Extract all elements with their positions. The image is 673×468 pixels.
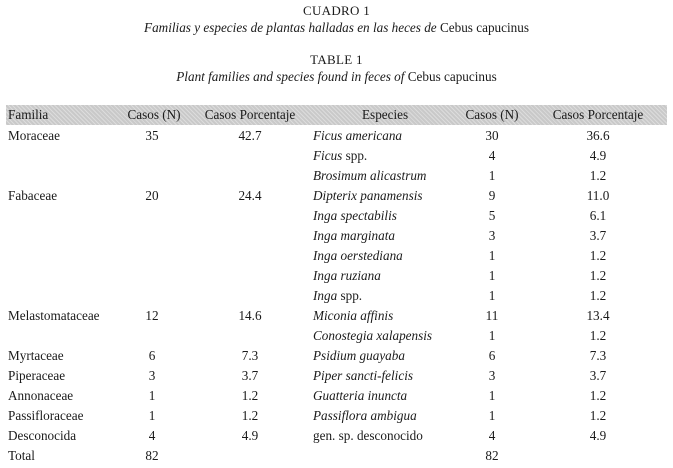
porcentaje-especie-cell: 1.2 bbox=[589, 268, 607, 283]
casos-especie-cell: 3 bbox=[488, 228, 496, 243]
casos-familia-cell: 1 bbox=[148, 408, 156, 423]
especie-epithet: americana bbox=[345, 128, 403, 143]
casos-especie-cell: 1 bbox=[488, 288, 496, 303]
familia-cell: Fabaceae bbox=[8, 188, 58, 203]
especie-cell bbox=[313, 308, 393, 324]
especie-cell bbox=[313, 348, 405, 364]
familia-cell: Passifloraceae bbox=[8, 408, 84, 423]
familia-cell: Piperaceae bbox=[8, 368, 66, 383]
especie-genus: Piper bbox=[313, 368, 343, 383]
header-especies: Especies bbox=[362, 107, 409, 122]
especie-cell bbox=[313, 388, 407, 404]
header-casos-familia: Casos (N) bbox=[127, 107, 181, 122]
casos-especie-cell: 6 bbox=[488, 348, 496, 363]
especie-plain: spp. bbox=[340, 288, 363, 303]
porcentaje-especie-cell: 6.1 bbox=[589, 208, 607, 223]
casos-familia-cell: 6 bbox=[148, 348, 156, 363]
especie-epithet: sancti-felicis bbox=[345, 368, 413, 383]
porcentaje-familia-cell: 24.4 bbox=[238, 188, 262, 203]
especie-genus: Conostegia bbox=[313, 328, 374, 343]
porcentaje-familia-cell: 1.2 bbox=[241, 408, 259, 423]
porcentaje-especie-cell: 3.7 bbox=[589, 368, 607, 383]
especie-genus: Inga bbox=[313, 268, 338, 283]
especie-genus: Inga bbox=[313, 248, 338, 263]
porcentaje-especie-cell: 7.3 bbox=[589, 348, 607, 363]
especie-cell bbox=[313, 368, 413, 384]
familia-cell: Myrtaceae bbox=[8, 348, 64, 363]
casos-familia-cell: 1 bbox=[148, 388, 156, 403]
casos-especie-cell: 1 bbox=[488, 408, 496, 423]
header-casos-especie: Casos (N) bbox=[465, 107, 519, 122]
especie-epithet: oerstediana bbox=[340, 248, 403, 263]
familia-cell: Desconocida bbox=[8, 428, 77, 443]
especie-cell bbox=[313, 408, 417, 424]
porcentaje-especie-cell: 36.6 bbox=[586, 128, 610, 143]
porcentaje-familia-cell: 1.2 bbox=[241, 388, 259, 403]
especie-epithet: spectabilis bbox=[340, 208, 397, 223]
casos-especie-cell: 82 bbox=[485, 448, 499, 463]
especie-epithet: affinis bbox=[360, 308, 394, 323]
casos-familia-cell: 3 bbox=[148, 368, 156, 383]
header-familia: Familia bbox=[8, 107, 49, 122]
casos-familia-cell: 20 bbox=[145, 188, 159, 203]
especie-epithet: ambigua bbox=[370, 408, 417, 423]
casos-especie-cell: 1 bbox=[488, 388, 496, 403]
especie-genus: Psidium bbox=[313, 348, 357, 363]
especie-epithet: xalapensis bbox=[376, 328, 433, 343]
especie-cell bbox=[313, 288, 362, 304]
familia-cell: Melastomataceae bbox=[8, 308, 100, 323]
title-en-species: Cebus capucinus bbox=[407, 69, 497, 84]
porcentaje-especie-cell: 11.0 bbox=[586, 188, 610, 203]
especie-cell bbox=[313, 128, 402, 144]
especie-epithet: panamensis bbox=[360, 188, 423, 203]
especie-epithet: guayaba bbox=[359, 348, 405, 363]
porcentaje-familia-cell: 4.9 bbox=[241, 428, 259, 443]
title-es-species: Cebus capucinus bbox=[439, 20, 529, 35]
porcentaje-especie-cell: 1.2 bbox=[589, 408, 607, 423]
especie-genus: Miconia bbox=[313, 308, 357, 323]
especie-epithet: marginata bbox=[340, 228, 395, 243]
especie-plain: spp. bbox=[345, 148, 368, 163]
especie-genus: Passiflora bbox=[313, 408, 368, 423]
porcentaje-especie-cell: 4.9 bbox=[589, 148, 607, 163]
porcentaje-especie-cell: 3.7 bbox=[589, 228, 607, 243]
familia-cell: Moraceae bbox=[8, 128, 60, 143]
especie-genus: Inga bbox=[313, 288, 338, 303]
table-title-en bbox=[0, 69, 673, 85]
especie-cell bbox=[313, 208, 397, 224]
table-label-es: CUADRO 1 bbox=[302, 3, 371, 18]
especie-cell bbox=[313, 148, 367, 164]
porcentaje-familia-cell: 3.7 bbox=[241, 368, 259, 383]
casos-especie-cell: 1 bbox=[488, 268, 496, 283]
porcentaje-especie-cell: 1.2 bbox=[589, 168, 607, 183]
familia-cell: Annonaceae bbox=[8, 388, 74, 403]
casos-especie-cell: 4 bbox=[488, 428, 496, 443]
especie-genus: Inga bbox=[313, 228, 338, 243]
header-porcentaje-especie: Casos Porcentaje bbox=[552, 107, 644, 122]
porcentaje-especie-cell: 4.9 bbox=[589, 428, 607, 443]
especie-cell bbox=[313, 248, 403, 264]
especie-genus: Brosimum bbox=[313, 168, 367, 183]
casos-especie-cell: 11 bbox=[485, 308, 499, 323]
especie-cell bbox=[313, 168, 426, 184]
especie-genus: Dipterix bbox=[313, 188, 357, 203]
casos-especie-cell: 1 bbox=[488, 248, 496, 263]
porcentaje-especie-cell: 1.2 bbox=[589, 288, 607, 303]
especie-epithet: inuncta bbox=[367, 388, 408, 403]
especie-cell bbox=[313, 188, 423, 204]
porcentaje-familia-cell: 14.6 bbox=[238, 308, 262, 323]
familia-cell: Total bbox=[8, 448, 35, 463]
especie-genus: Guatteria bbox=[313, 388, 365, 403]
table-title-es bbox=[0, 20, 673, 36]
porcentaje-especie-cell: 1.2 bbox=[589, 388, 607, 403]
casos-especie-cell: 3 bbox=[488, 368, 496, 383]
casos-especie-cell: 1 bbox=[488, 328, 496, 343]
casos-especie-cell: 4 bbox=[488, 148, 496, 163]
porcentaje-familia-cell: 42.7 bbox=[238, 128, 262, 143]
especie-genus: Ficus bbox=[313, 148, 343, 163]
especie-cell bbox=[313, 268, 381, 284]
table-label-en: TABLE 1 bbox=[310, 52, 363, 67]
casos-familia-cell: 35 bbox=[145, 128, 159, 143]
title-en-text: Plant families and species found in feces of bbox=[176, 69, 405, 84]
porcentaje-especie-cell: 13.4 bbox=[586, 308, 610, 323]
title-es-text: Familias y especies de plantas halladas en las heces de bbox=[144, 20, 437, 35]
especie-epithet: ruziana bbox=[340, 268, 381, 283]
porcentaje-especie-cell: 1.2 bbox=[589, 248, 607, 263]
especie-genus: Inga bbox=[313, 208, 338, 223]
especie-cell bbox=[313, 228, 395, 244]
especie-cell bbox=[313, 328, 432, 344]
casos-especie-cell: 5 bbox=[488, 208, 496, 223]
casos-familia-cell: 82 bbox=[145, 448, 159, 463]
especie-epithet: alicastrum bbox=[370, 168, 427, 183]
casos-especie-cell: 30 bbox=[485, 128, 499, 143]
especie-plain: gen. sp. desconocido bbox=[313, 428, 423, 443]
casos-especie-cell: 1 bbox=[488, 168, 496, 183]
porcentaje-especie-cell: 1.2 bbox=[589, 328, 607, 343]
casos-familia-cell: 4 bbox=[148, 428, 156, 443]
especie-genus: Ficus bbox=[313, 128, 343, 143]
especie-cell bbox=[313, 428, 423, 444]
header-porcentaje-familia: Casos Porcentaje bbox=[204, 107, 296, 122]
porcentaje-familia-cell: 7.3 bbox=[241, 348, 259, 363]
casos-especie-cell: 9 bbox=[488, 188, 496, 203]
casos-familia-cell: 12 bbox=[145, 308, 159, 323]
